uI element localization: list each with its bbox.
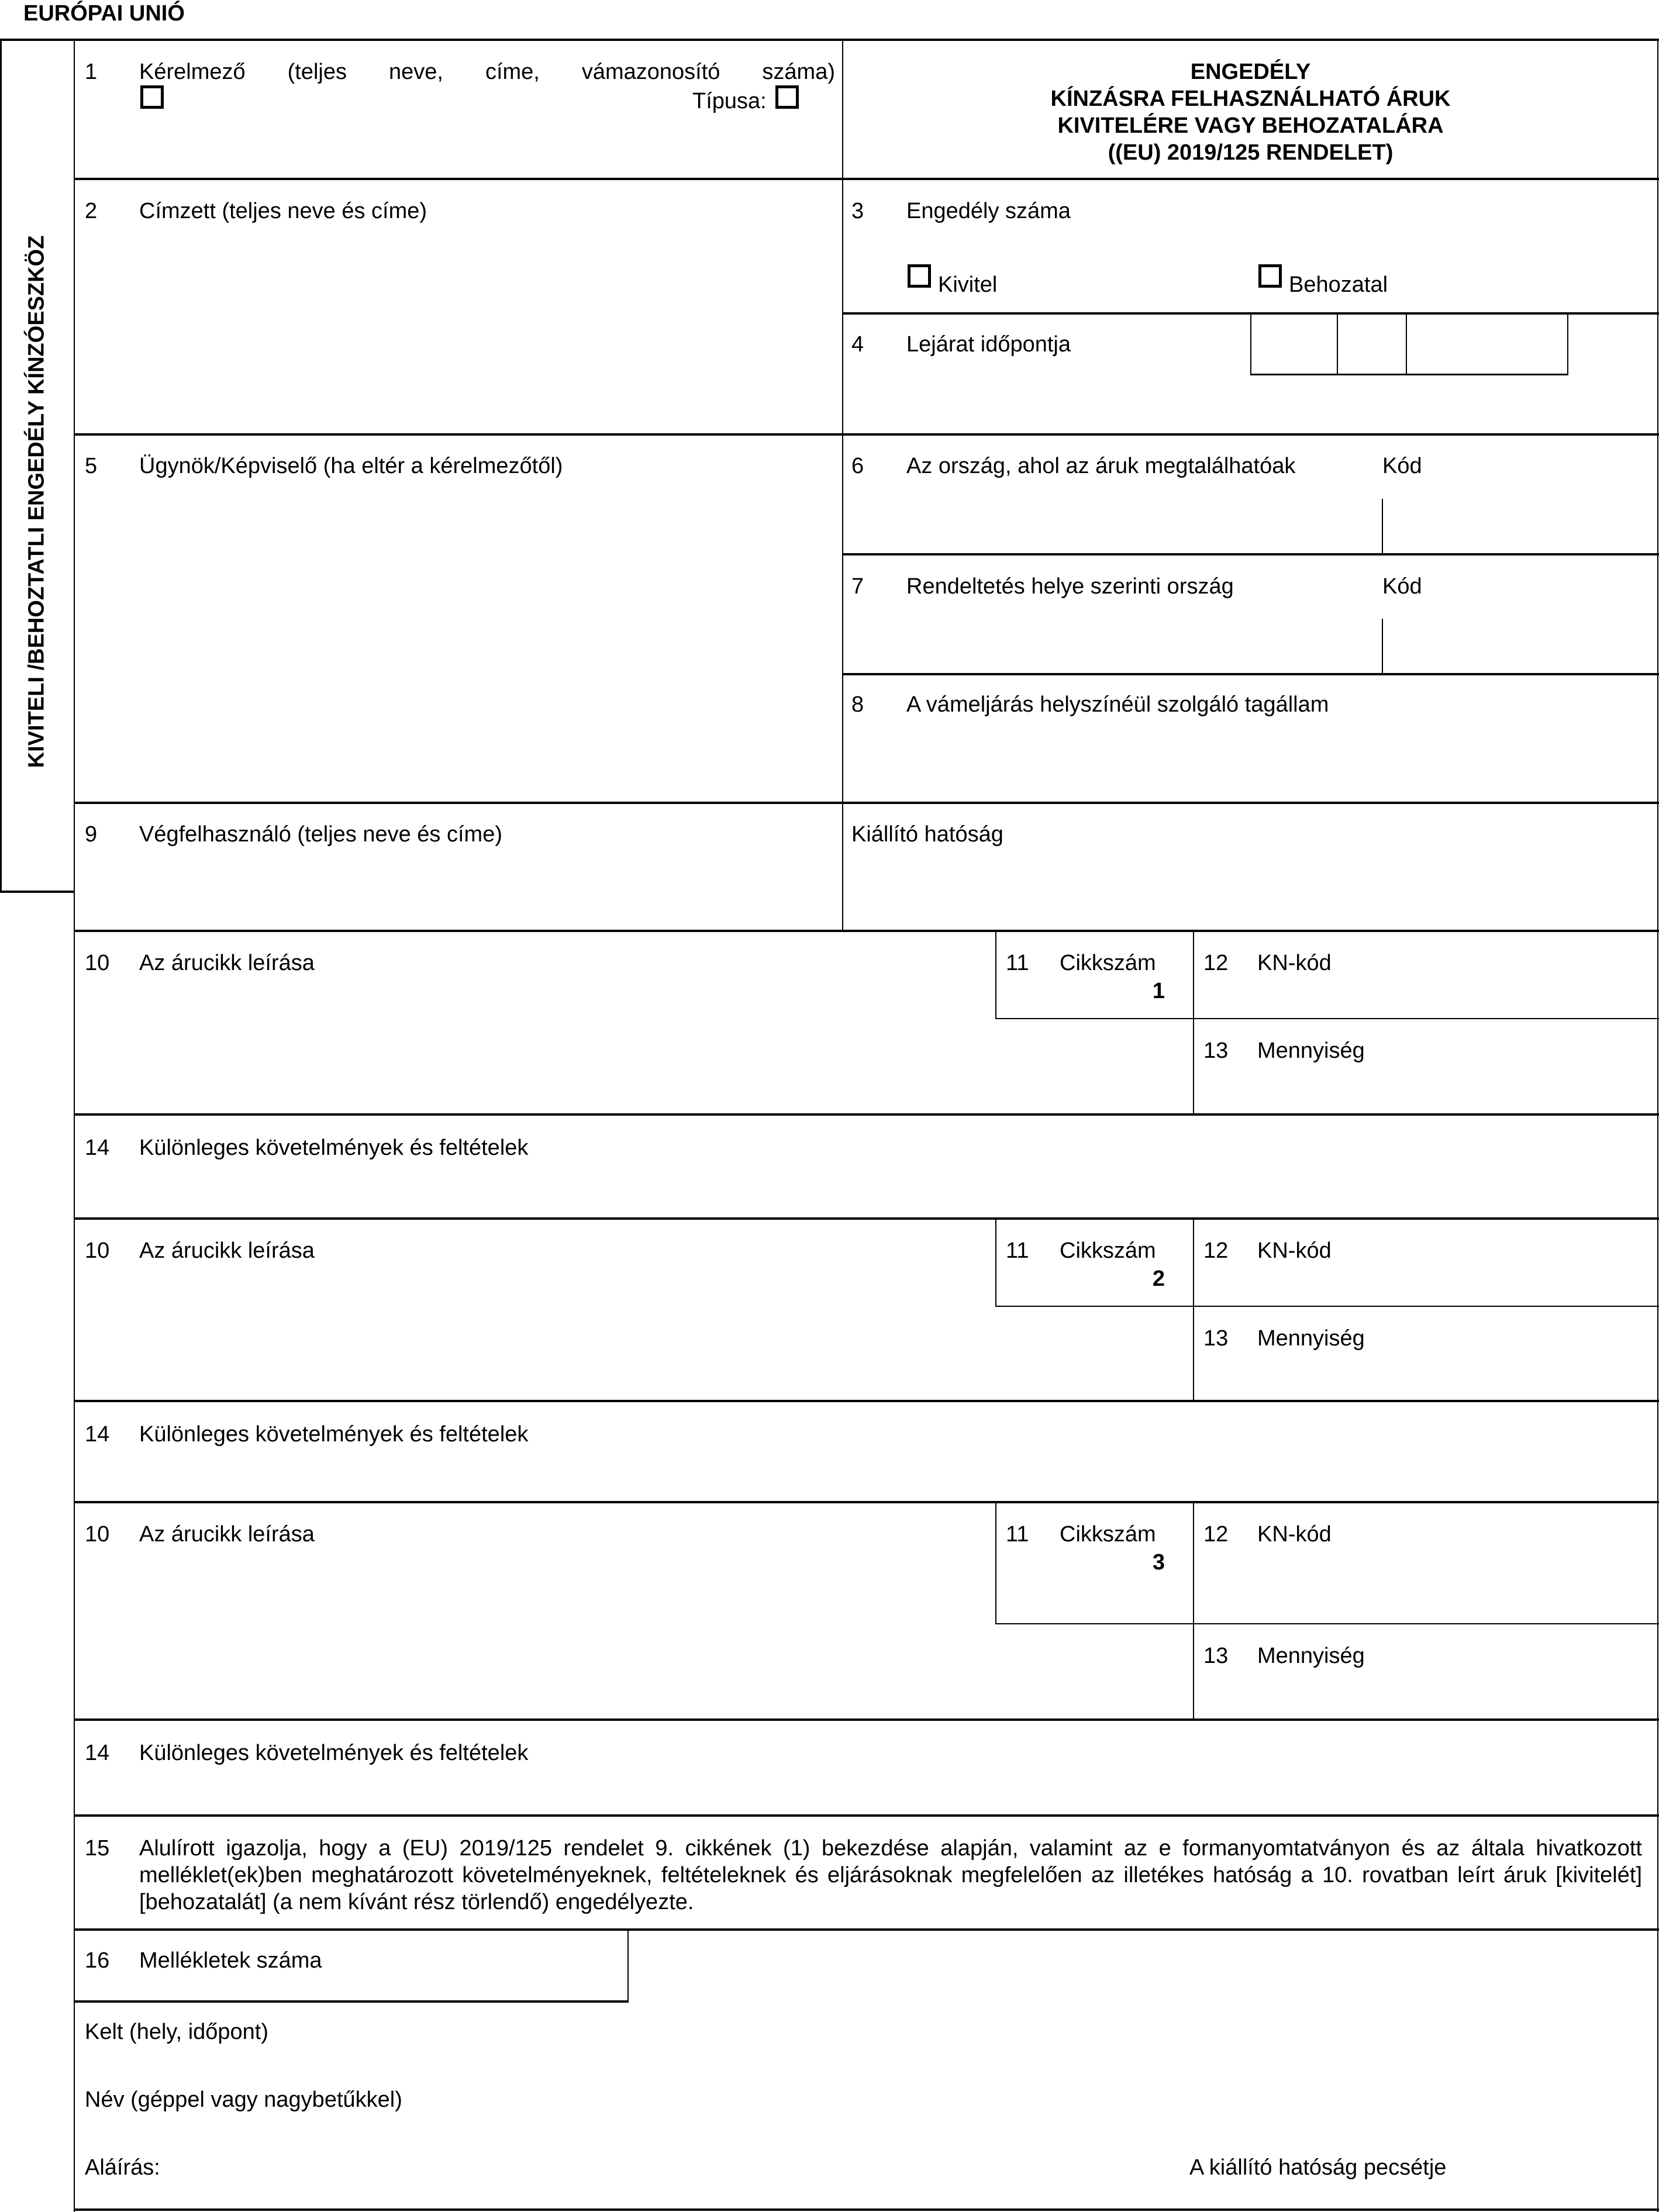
item-description-label: Az árucikk leírása — [139, 1238, 315, 1263]
item-number-value: 1 — [1152, 979, 1165, 1003]
top-column-divider — [842, 40, 843, 931]
form-left-border — [74, 40, 75, 2212]
quantity-number: 13 — [1203, 1644, 1229, 1668]
box7-code-label: Kód — [1382, 574, 1422, 599]
box1-checkbox[interactable] — [140, 85, 164, 109]
item-description-number: 10 — [85, 1522, 110, 1547]
item-number-left-border — [995, 1502, 996, 1624]
box3-number: 3 — [851, 199, 864, 223]
requirements-bottom-border — [74, 1501, 1659, 1503]
item-description-number: 10 — [85, 1238, 110, 1263]
box9-label: Végfelhasználó (teljes neve és címe) — [139, 822, 502, 847]
item-number-label: Cikkszám — [1060, 1522, 1156, 1547]
name-label: Név (géppel vagy nagybetűkkel) — [85, 2087, 402, 2112]
item-number-number: 11 — [1006, 1522, 1029, 1547]
side-label-box — [0, 40, 74, 892]
form-title — [842, 58, 1659, 166]
box3-label: Engedély száma — [906, 199, 1071, 223]
cn-code-bottom-border — [1193, 1306, 1659, 1307]
requirements-number: 14 — [85, 1422, 110, 1447]
requirements-bottom-border — [74, 1217, 1659, 1220]
cn-code-label: KN-kód — [1257, 1522, 1332, 1547]
cn-code-left-border — [1193, 1219, 1194, 1401]
export-label: Kivitel — [938, 272, 998, 297]
import-label: Behozatal — [1289, 272, 1388, 297]
side-border-left — [0, 40, 2, 892]
stamp-label: A kiállító hatóság pecsétje — [1189, 2155, 1447, 2180]
box2-number: 2 — [85, 199, 98, 223]
box6-code-divider — [1382, 499, 1383, 553]
import-checkbox[interactable] — [1258, 264, 1282, 288]
expiry-date-field[interactable] — [1250, 313, 1568, 375]
item-bottom-border — [74, 1718, 1659, 1721]
box4-label: Lejárat időpontja — [906, 332, 1071, 357]
box16-bottom-border — [74, 2000, 629, 2003]
signature-label: Aláírás: — [85, 2155, 160, 2180]
row9-bottom-border — [74, 930, 1659, 932]
cn-code-left-border — [1193, 1502, 1194, 1720]
quantity-number: 13 — [1203, 1038, 1229, 1063]
cn-code-bottom-border — [1193, 1018, 1659, 1019]
box5-number: 5 — [85, 454, 98, 478]
item-bottom-border — [74, 1400, 1659, 1402]
box15-number: 15 — [85, 1836, 110, 1861]
quantity-label: Mennyiség — [1257, 1038, 1365, 1063]
box8-number: 8 — [851, 692, 864, 717]
quantity-number: 13 — [1203, 1326, 1229, 1351]
box2-label: Címzett (teljes neve és címe) — [139, 199, 427, 223]
row5-bottom-border — [74, 802, 1659, 804]
cn-code-number: 12 — [1203, 1238, 1229, 1263]
cn-code-number: 12 — [1203, 951, 1229, 975]
form-bottom-border — [74, 2208, 1659, 2211]
date-month-divider — [1406, 313, 1407, 374]
row1-bottom-border — [74, 178, 1659, 180]
requirements-label: Különleges követelmények és feltételek — [139, 1741, 529, 1765]
box1-type-checkbox[interactable] — [775, 85, 799, 109]
box7-bottom-border — [842, 673, 1659, 675]
title-line-1: ENGEDÉLY — [1190, 60, 1311, 84]
box1-type-label: Típusa: — [692, 89, 767, 113]
quantity-label: Mennyiség — [1257, 1644, 1365, 1668]
box16-number: 16 — [85, 1948, 110, 1973]
box15-top-border — [74, 1814, 1659, 1817]
issuing-authority-label: Kiállító hatóság — [851, 822, 1003, 847]
cn-code-left-border — [1193, 931, 1194, 1114]
item-number-left-border — [995, 1219, 996, 1306]
box15-text: Alulírott igazolja, hogy a (EU) 2019/125 rendelet 9. cikkének (1) bekezdése alapján, valamint az e formanyomtatványon és az általa hivatkozott melléklet(ek)ben meghatározott követelményeknek, feltételeknek és eljárásoknak megfelelően az illetékes hatóság a 10. rovatban leírt áruk [kivitelét] [behozatalát] (a nem kívánt rész törlendő) engedélyezte. — [139, 1836, 1642, 1914]
box7-label: Rendeltetés helye szerinti ország — [906, 574, 1234, 599]
box6-number: 6 — [851, 454, 864, 478]
item-number-label: Cikkszám — [1060, 951, 1156, 975]
item-number-bottom-border — [995, 1623, 1194, 1624]
item-bottom-border — [74, 1113, 1659, 1116]
box1-label: Kérelmező (teljes neve, címe, vámazonosító száma) — [139, 60, 835, 84]
box1-number: 1 — [85, 60, 98, 84]
cn-code-label: KN-kód — [1257, 1238, 1332, 1263]
form-right-border — [1657, 40, 1658, 2212]
item-number-left-border — [995, 931, 996, 1019]
cn-code-label: KN-kód — [1257, 951, 1332, 975]
item-number-number: 11 — [1006, 1238, 1029, 1263]
box16-label: Mellékletek száma — [139, 1948, 322, 1973]
box16-top-border — [74, 1928, 1659, 1931]
side-label: KIVITELI /BEHOZTATLI ENGEDÉLY KÍNZÓESZKÖZ — [24, 235, 49, 768]
item-number-number: 11 — [1006, 951, 1029, 975]
item-number-bottom-border — [995, 1306, 1194, 1307]
form-top-border — [0, 39, 1659, 41]
requirements-label: Különleges követelmények és feltételek — [139, 1136, 529, 1160]
item-description-number: 10 — [85, 951, 110, 975]
item-number-bottom-border — [995, 1018, 1194, 1019]
box6-label: Az ország, ahol az áruk megtalálhatóak — [906, 454, 1296, 478]
item-number-value: 2 — [1152, 1267, 1165, 1291]
place-date-label: Kelt (hely, időpont) — [85, 2020, 269, 2044]
box4-number: 4 — [851, 332, 864, 357]
box6-bottom-border — [842, 553, 1659, 555]
title-line-4: ((EU) 2019/125 RENDELET) — [1108, 140, 1394, 165]
box7-code-divider — [1382, 619, 1383, 673]
item-description-label: Az árucikk leírása — [139, 951, 315, 975]
side-border-bottom — [0, 891, 74, 893]
item-description-label: Az árucikk leírása — [139, 1522, 315, 1547]
cn-code-bottom-border — [1193, 1623, 1659, 1624]
title-line-2: KÍNZÁSRA FELHASZNÁLHATÓ ÁRUK — [1050, 87, 1451, 111]
box7-number: 7 — [851, 574, 864, 599]
box16-right-border — [627, 1930, 629, 2002]
box9-number: 9 — [85, 822, 98, 847]
requirements-label: Különleges követelmények és feltételek — [139, 1422, 529, 1447]
box5-label: Ügynök/Képviselő (ha eltér a kérelmezőtől) — [139, 454, 563, 478]
title-line-3: KIVITELÉRE VAGY BEHOZATALÁRA — [1057, 113, 1444, 138]
item-number-label: Cikkszám — [1060, 1238, 1156, 1263]
row2-bottom-border — [74, 433, 1659, 436]
export-checkbox[interactable] — [908, 264, 931, 288]
box8-label: A vámeljárás helyszínéül szolgáló tagállam — [906, 692, 1329, 717]
quantity-label: Mennyiség — [1257, 1326, 1365, 1351]
requirements-number: 14 — [85, 1741, 110, 1765]
box6-code-label: Kód — [1382, 454, 1422, 478]
header-union: EURÓPAI UNIÓ — [23, 1, 185, 26]
item-number-value: 3 — [1152, 1550, 1165, 1575]
date-day-divider — [1337, 313, 1338, 374]
requirements-number: 14 — [85, 1136, 110, 1160]
cn-code-number: 12 — [1203, 1522, 1229, 1547]
